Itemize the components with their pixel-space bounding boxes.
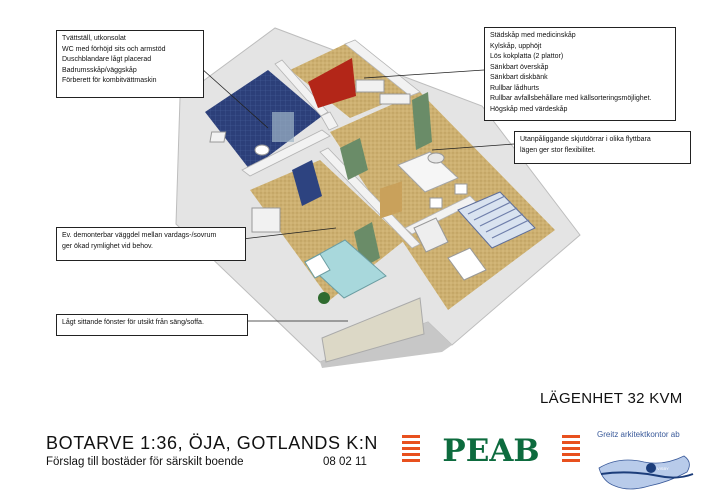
svg-text:PEAB: PEAB <box>442 433 540 465</box>
callout-line: lägen ger stor flexibilitet. <box>520 146 596 154</box>
callout-window <box>56 314 248 336</box>
callout-line: Rullbar avfallsbehållare med källsorteringsmöjlighet. <box>490 95 652 102</box>
callout-line: Rullbar lådhurts <box>490 84 540 92</box>
callout-bathroom <box>56 30 204 98</box>
apartment-size-label: LÄGENHET 32 KVM <box>540 390 683 407</box>
callout-line: Kylskåp, upphöjt <box>490 42 542 50</box>
callout-line: Lågt sittande fönster för utsikt från säng/soffa. <box>62 319 204 326</box>
architect-logo <box>589 426 699 496</box>
plant <box>318 292 330 304</box>
svg-text:VISBY: VISBY <box>657 466 669 471</box>
callout-line: Städskåp med medicinskåp <box>490 32 576 39</box>
callout-line: Tvättställ, utkonsolat <box>62 35 126 42</box>
callout-line: Lös kokplatta (2 plattor) <box>490 53 564 60</box>
callout-line: Högskåp med värdeskåp <box>490 105 568 113</box>
callout-line: Förberett för kombitvättmaskin <box>62 77 157 84</box>
project-date: 08 02 11 <box>323 456 367 468</box>
peab-logo <box>402 431 582 465</box>
callout-removable-wall <box>56 227 246 261</box>
project-title: BOTARVE 1:36, ÖJA, GOTLANDS K:N <box>46 433 379 453</box>
callout-line: ger ökad rymlighet vid behov. <box>62 242 153 250</box>
callout-line: Sänkbart överskåp <box>490 63 549 71</box>
callout-line: Badrumsskåp/väggskåp <box>62 66 137 74</box>
callout-line: Ev. demonterbar väggdel mellan vardags-/sovrum <box>62 232 217 239</box>
project-subtitle: Förslag till bostäder för särskilt boende <box>46 456 244 468</box>
callout-line: WC med förhöjd sits och armstöd <box>62 45 166 53</box>
callout-kitchen <box>484 27 676 121</box>
callout-line: Sänkbart diskbänk <box>490 74 548 81</box>
svg-text:Greitz arkitektkontor ab: Greitz arkitektkontor ab <box>597 430 680 439</box>
callout-line: Utanpåliggande skjutdörrar i olika flyttbara <box>520 136 651 143</box>
callout-sliding-doors <box>514 131 691 164</box>
callout-line: Duschblandare lågt placerad <box>62 56 152 63</box>
